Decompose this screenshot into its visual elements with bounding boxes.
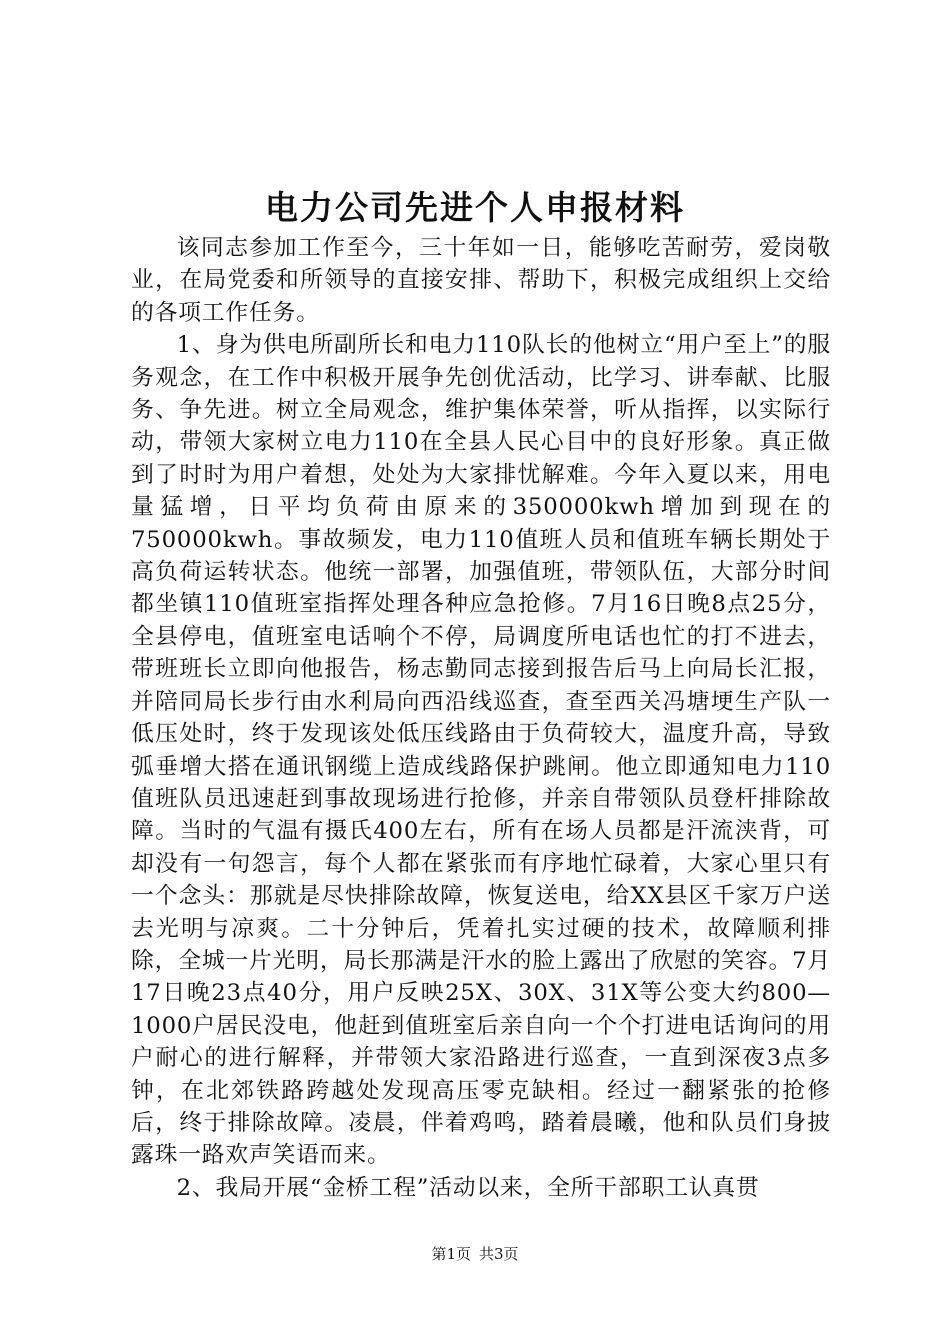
paragraph-intro: 该同志参加工作至今，三十年如一日，能够吃苦耐劳，爱岗敬业，在局党委和所领导的直接安排、帮助下，积极完成组织上交给的各项工作任务。 bbox=[131, 235, 831, 326]
page-number: 第1页 bbox=[431, 1245, 471, 1263]
document-title: 电力公司先进个人申报材料 bbox=[265, 188, 685, 227]
document-body bbox=[131, 232, 831, 1204]
paragraph-item-2: 2、我局开展“金桥工程”活动以来，全所干部职工认真贯 bbox=[176, 1174, 760, 1201]
page-footer bbox=[0, 1244, 950, 1264]
page-total: 共3页 bbox=[479, 1245, 519, 1263]
paragraph-item-1: 1、身为供电所副所长和电力110队长的他树立“用户至上”的服务观念，在工作中积极开展争先创优活动，比学习、讲奉献、比服务、争先进。树立全局观念，维护集体荣誉，听从指挥，以实际行动，带领大家树立电力110在全县人民心目中的良好形象。真正做到了时时为用户着想，处处为大家排忧解难。今年入夏以来，用电量猛增，日平均负荷由原来的350000kwh增加到现在的750000kwh。事故频发，电力110值班人员和值班车辆长期处于高负荷运转状态。他统一部署，加强值班，带领队伍，大部分时间都坐镇110值班室指挥处理各种应急抢修。7月16日晚8点25分，全县停电，值班室电话响个不停，局调度所电话也忙的打不进去，带班班长立即向他报告，杨志勤同志接到报告后马上向局长汇报，并陪同局长步行由水利局向西沿线巡查，查至西关冯塘埂生产队一低压处时，终于发现该处低压线路由于负荷较大，温度升高，导致弧垂增大搭在通讯钢缆上造成线路保护跳闸。他立即通知电力110值班队员迅速赶到事故现场进行抢修，并亲自带领队员登杆排除故障。当时的气温有摄氏400左右，所有在场人员都是汗流浃背，可却没有一句怨言，每个人都在紧张而有序地忙碌着，大家心里只有一个念头：那就是尽快排除故障，恢复送电，给XX县区千家万户送去光明与凉爽。二十分钟后，凭着扎实过硬的技术，故障顺利排除，全城一片光明，局长那满是汗水的脸上露出了欣慰的笑容。7月17日晚23点40分，用户反映25X、30X、31X等公变大约800—1000户居民没电，他赶到值班室后亲自向一个个打进电话询问的用户耐心的进行解释，并带领大家沿路进行巡查，一直到深夜3点多钟，在北郊铁路跨越处发现高压零克缺相。经过一翻紧张的抢修后，终于排除故障。凌晨，伴着鸡鸣，踏着晨曦，他和队员们身披露珠一路欢声笑语而来。 bbox=[131, 332, 831, 1169]
